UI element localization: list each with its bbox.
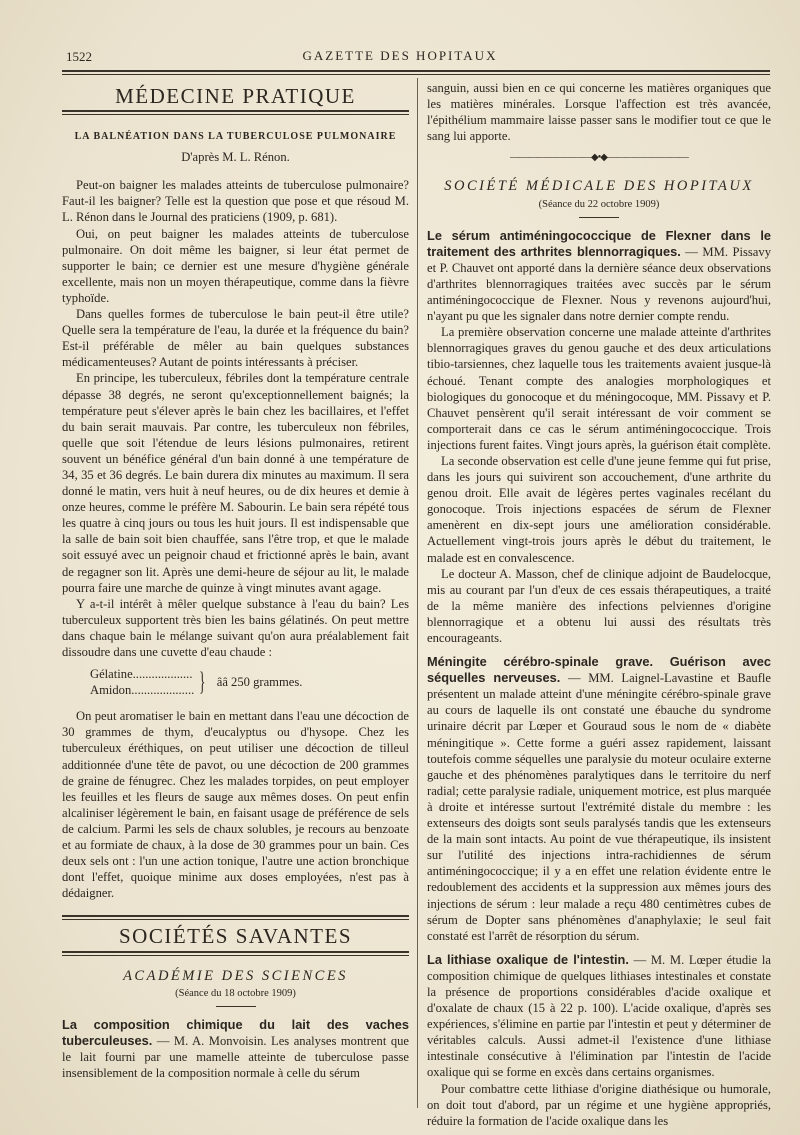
report-paragraph <box>62 1017 409 1081</box>
paragraph: Oui, on peut baigner les malades atteints de tuberculose pulmonaire. On doit même les baigner, si leur état permet de supporter le bain; ce dernier est une mesure d'hygiène générale excellente, mais non un moyen thérapeutique, comme dans la fièvre typhoïde. <box>62 226 409 305</box>
session-date: (Séance du 18 octobre 1909) <box>175 987 296 999</box>
paragraph: Dans quelles formes de tuberculose le bain peut-il être utile? Quelle sera la température de l'eau, la durée et la fréquence du bain? Est-il préférable de mêler au bain quelques substances médicamenteuses? Autant de points intéressants à préciser. <box>62 307 409 370</box>
paragraph: Peut-on baigner les malades atteints de tuberculose pulmonaire? Faut-il les baigner? Telle est la question que pose et que résoud M. L. Rénon dans le Journal des praticiens (1909, p. 681). <box>62 178 409 225</box>
report-heading: La composition chimique du lait des vaches tuberculeuses. <box>62 1016 409 1048</box>
section-title-societes-savantes: SOCIÉTÉS SAVANTES <box>118 924 353 949</box>
report-paragraph <box>427 228 771 325</box>
report-text: — MM. Pissavy et P. Chauvet ont apporté dans la dernière séance deux observations d'arthrites blennorragiques traitées avec succès par le sérum antiméningococcique de Flexner. Nous y revenons aujourd'hui, n'ayant pu que les signaler dans notre dernier compte rendu. <box>427 244 771 324</box>
paragraph: On peut aromatiser le bain en mettant dans l'eau une décoction de 30 grammes de thym, d'eucalyptus ou d'hysope. Chez les tuberculeux éréthiques, on peut utiliser une décoction de tilleul additionnée d'une tête de pavot, ou une décoction de 200 grammes de graine de fénugrec. Chez les malades torpides, on peut employer les feuilles et les fleurs de sauge aux mêmes doses. On peut enfin alcaliniser légèrement le bain, en faisant usage de préférence de sels de calcium. Parmi les sels de chaux solubles, je recours au benzoate et au formiate de chaux, à la dose de 30 grammes pour un bain. Ces deux sels ont : l'un une action tonique, l'autre une action bronchique dont l'effet, quoique minime aux doses employées, n'est pas à dédaigner. <box>62 709 409 901</box>
report-text: — M. A. Monvoisin. Les analyses montrent que le lait fourni par une mamelle atteinte de tuberculose passe insensiblement de la composition normale à celle du sérum <box>62 1033 409 1080</box>
session-date: (Séance du 22 octobre 1909) <box>538 198 660 210</box>
running-header: GAZETTE DES HOPITAUX <box>302 48 498 63</box>
article-byline: D'après M. L. Rénon. <box>181 150 290 165</box>
recipe-formula <box>90 666 409 698</box>
brace-glyph: } <box>199 667 206 697</box>
ornament-divider: —————————◆•◆————————— <box>510 152 688 164</box>
paragraph: En principe, les tuberculeux, fébriles dont la température centrale dépasse 38 degrés, ne seront qu'exceptionnellement baignés; la température peut s'élever après le bain chez les bacillaires, et l'effet du bain serait mauvais. Par contre, les tuberculeux non fébriles, quelle que soit l'étendue de leurs lésions pulmonaires, retirent souvent un bénéfice général d'un bain donné à une température de 34, 35 et 36 degrés. Le bain durera dix minutes au maximum. Il sera donné le matin, vers huit à neuf heures, ou de dix heures et demie à onze heures, comme le préfère M. Sabourin. Le bain sera répété tous les quatre à cinq jours ou tous les huit jours. Il est indispensable que la salle de bain soit bien chauffée, sans l'être trop, et que le malade soit essuyé avec un peignoir chaud et frictionné après le bain, avant de regagner son lit. Après une demi-heure de séjour au lit, le malade pourra faire une marche de quinze à vingt minutes avant agage. <box>62 371 409 595</box>
recipe-quantity: ââ 250 grammes. <box>216 675 303 690</box>
report-heading: La lithiase oxalique de l'intestin. <box>427 951 629 967</box>
right-column <box>427 80 771 1129</box>
paragraph: La seconde observation est celle d'une jeune femme qui fut prise, dans les jours qui suivirent son accouchement, d'une arthrite du genou droit. Elle avait de légères pertes vaginales recélant du gonocoque. Trois injections espacées de sérum de Flexner amenèrent en dix-sept jours une amélioration considérable. Actuellement vingt-trois jours après le début du traitement, le malade est en convalescence. <box>427 453 771 565</box>
section-rule <box>62 915 409 920</box>
article-title: LA BALNÉATION DANS LA TUBERCULOSE PULMONAIRE <box>74 131 397 143</box>
paragraph: Pour combattre cette lithiase d'origine diathésique ou humorale, on doit tout d'abord, par un régime et une hygiène appropriés, réduire la formation de l'acide oxalique dans les <box>427 1081 771 1128</box>
header-rule <box>62 70 770 75</box>
section-title-medecine-pratique: MÉDECINE PRATIQUE <box>115 84 356 108</box>
academy-title: ACADÉMIE DES SCIENCES <box>123 967 348 984</box>
society-title: SOCIÉTÉ MÉDICALE DES HOPITAUX <box>444 178 754 195</box>
report-heading: Méningite cérébro-spinale grave. Guérison avec séquelles nerveuses. <box>427 654 771 686</box>
recipe-item: Gélatine................... <box>90 667 193 682</box>
paragraph: Le docteur A. Masson, chef de clinique adjoint de Baudelocque, mis au courant par l'un d'eux de ces essais thérapeutiques, a traité de la même manière des infections pelviennes d'origine blennorragique et a obtenu lui aussi des résultats très encourageants. <box>427 566 771 645</box>
paragraph: Y a-t-il intérêt à mêler quelque substance à l'eau du bain? Les tuberculeux supportent très bien les bains gélatinés. On peut mettre dans chaque bain le mélange suivant qu'on aura préalablement fait dissoudre dans une cuvette d'eau chaude : <box>62 596 409 659</box>
report-paragraph <box>427 952 771 1081</box>
recipe-item: Amidon.................... <box>90 683 195 698</box>
page-number: 1522 <box>66 49 92 64</box>
report-heading: Le sérum antiméningococcique de Flexner dans le traitement des arthrites blennorragiques. <box>427 227 771 259</box>
short-rule <box>216 1006 256 1007</box>
column-divider <box>417 78 418 1108</box>
left-column <box>62 80 409 1081</box>
paragraph: La première observation concerne une malade atteinte d'arthrites blennorragiques graves du genou gauche et des deux articulations tibio-tarsiennes, chez laquelle tous les traitements avaient jusque-là échoué. Tenant compte des analogies morphologiques et biologiques du gonocoque et du méningocoque, MM. Pissavy et P. Chauvet pensèrent qu'il serait intéressant de voir comment se comporterait dans ce cas le sérum antiméningococcique. Trois injections furent faites. Vingt jours après, la guérison était complète. <box>427 325 771 452</box>
section-rule <box>62 951 409 956</box>
report-paragraph <box>427 654 771 944</box>
report-text: — M. M. Lœper étudie la composition chimique de quelques lithiases intestinales et constate la présence de proportions considérables d'acide oxalique et d'oxalate de chaux (15 à 22 p. 100). L'acide oxalique, d'après ses expériences, s'élimine en partie par l'intestin et peut y déterminer de véritables calculs. Aussi admet-il l'existence d'une lithiase intestinale consécutive à l'élimination par l'intestin de l'acide oxalique qui se forme en excès dans certains organismes. <box>427 952 771 1080</box>
paragraph-continuation: sanguin, aussi bien en ce qui concerne les matières organiques que les matières minérales. Lorsque l'affection est très avancée, l'épithélium mammaire laisse passer sans le modifier tout ce que le sang lui apporte. <box>427 81 771 144</box>
report-text: — MM. Laignel-Lavastine et Baufle présentent un malade atteint d'une méningite cérébro-spinale grave au cours de laquelle ils ont constaté une ébauche du syndrome urinaire décrit par Lœper et Gouraud sous le nom de « diabète méningitique ». Cette forme a guéri assez rapidement, laissant toutefois comme séquelles une paralysie du moteur oculaire externe gauche et des phénomènes paralytiques dans le territoire du nerf radial; cette paralysie radiale, uniquement motrice, est plus marquée à droite et intéresse surtout l'extrémité distale du membre : les extenseurs des doigts sont seuls paralysés tandis que les extenseurs de la main sont intacts. Au point de vue thérapeutique, ils insistent sur l'utilité des injections intra-rachidiennes de sérum antiméningococcique; il y a en effet une relation évidente entre le redoublement des accidents et la suppression aux mêmes jours des injections de sérum : leur malade a reçu 480 centimètres cubes de sérum de Dopter sans phénomènes d'anaphylaxie; le seul fait constaté est l'arrêt de résorption du sérum. <box>427 671 771 943</box>
section-rule <box>62 110 409 115</box>
short-rule <box>579 217 619 218</box>
